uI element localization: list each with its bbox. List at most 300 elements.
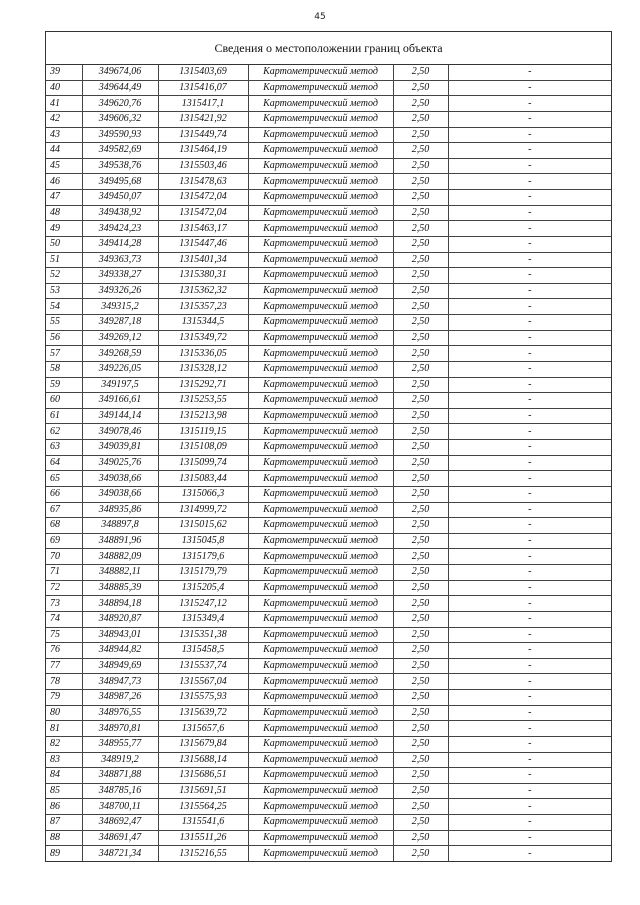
cell-accuracy: 2,50 <box>393 627 448 643</box>
cell-coord-x: 349038,66 <box>82 486 158 502</box>
cell-accuracy: 2,50 <box>393 674 448 690</box>
cell-note: - <box>448 658 611 674</box>
cell-method: Картометрический метод <box>248 768 393 784</box>
cell-note: - <box>448 736 611 752</box>
cell-coord-x: 349226,05 <box>82 361 158 377</box>
cell-point-number: 84 <box>46 768 82 784</box>
cell-note: - <box>448 96 611 112</box>
cell-method: Картометрический метод <box>248 361 393 377</box>
cell-point-number: 76 <box>46 643 82 659</box>
cell-coord-y: 1315403,69 <box>158 65 248 80</box>
cell-accuracy: 2,50 <box>393 236 448 252</box>
cell-point-number: 53 <box>46 283 82 299</box>
cell-point-number: 72 <box>46 580 82 596</box>
cell-coord-x: 348976,55 <box>82 705 158 721</box>
cell-method: Картометрический метод <box>248 440 393 456</box>
cell-method: Картометрический метод <box>248 580 393 596</box>
cell-note: - <box>448 596 611 612</box>
table-row <box>46 502 611 518</box>
cell-point-number: 43 <box>46 127 82 143</box>
coordinates-table <box>46 65 611 861</box>
cell-method: Картометрический метод <box>248 455 393 471</box>
cell-coord-x: 348871,88 <box>82 768 158 784</box>
cell-coord-y: 1315691,51 <box>158 783 248 799</box>
table-row <box>46 80 611 96</box>
cell-coord-y: 1315362,32 <box>158 283 248 299</box>
cell-point-number: 42 <box>46 111 82 127</box>
cell-accuracy: 2,50 <box>393 783 448 799</box>
cell-accuracy: 2,50 <box>393 658 448 674</box>
cell-method: Картометрический метод <box>248 424 393 440</box>
cell-point-number: 73 <box>46 596 82 612</box>
cell-point-number: 46 <box>46 174 82 190</box>
cell-note: - <box>448 830 611 846</box>
cell-method: Картометрический метод <box>248 190 393 206</box>
cell-point-number: 57 <box>46 346 82 362</box>
cell-method: Картометрический метод <box>248 830 393 846</box>
cell-note: - <box>448 158 611 174</box>
table-row <box>46 580 611 596</box>
cell-accuracy: 2,50 <box>393 549 448 565</box>
cell-accuracy: 2,50 <box>393 502 448 518</box>
cell-accuracy: 2,50 <box>393 518 448 534</box>
cell-coord-x: 348721,34 <box>82 846 158 861</box>
cell-coord-y: 1315253,55 <box>158 393 248 409</box>
table-row <box>46 65 611 80</box>
cell-coord-y: 1315066,3 <box>158 486 248 502</box>
cell-accuracy: 2,50 <box>393 143 448 159</box>
boundary-table <box>45 31 612 862</box>
cell-method: Картометрический метод <box>248 174 393 190</box>
cell-coord-y: 1315472,04 <box>158 190 248 206</box>
cell-note: - <box>448 752 611 768</box>
table-row <box>46 643 611 659</box>
cell-method: Картометрический метод <box>248 143 393 159</box>
cell-accuracy: 2,50 <box>393 127 448 143</box>
cell-coord-x: 349606,32 <box>82 111 158 127</box>
table-row <box>46 440 611 456</box>
cell-coord-x: 348785,16 <box>82 783 158 799</box>
table-row <box>46 315 611 331</box>
cell-method: Картометрический метод <box>248 518 393 534</box>
cell-accuracy: 2,50 <box>393 221 448 237</box>
cell-coord-y: 1315472,04 <box>158 205 248 221</box>
table-row <box>46 611 611 627</box>
cell-point-number: 69 <box>46 533 82 549</box>
cell-method: Картометрический метод <box>248 799 393 815</box>
cell-note: - <box>448 111 611 127</box>
cell-coord-x: 349287,18 <box>82 315 158 331</box>
cell-point-number: 66 <box>46 486 82 502</box>
cell-coord-x: 349166,61 <box>82 393 158 409</box>
cell-point-number: 39 <box>46 65 82 80</box>
cell-accuracy: 2,50 <box>393 611 448 627</box>
cell-note: - <box>448 486 611 502</box>
table-row <box>46 96 611 112</box>
cell-accuracy: 2,50 <box>393 408 448 424</box>
cell-coord-y: 1315541,6 <box>158 815 248 831</box>
table-row <box>46 205 611 221</box>
cell-point-number: 71 <box>46 565 82 581</box>
cell-accuracy: 2,50 <box>393 158 448 174</box>
cell-method: Картометрический метод <box>248 471 393 487</box>
cell-method: Картометрический метод <box>248 346 393 362</box>
cell-coord-x: 349644,49 <box>82 80 158 96</box>
cell-accuracy: 2,50 <box>393 440 448 456</box>
cell-coord-y: 1315099,74 <box>158 455 248 471</box>
cell-coord-x: 349424,23 <box>82 221 158 237</box>
cell-accuracy: 2,50 <box>393 486 448 502</box>
cell-point-number: 65 <box>46 471 82 487</box>
cell-coord-y: 1315686,51 <box>158 768 248 784</box>
cell-note: - <box>448 236 611 252</box>
cell-method: Картометрический метод <box>248 268 393 284</box>
cell-point-number: 86 <box>46 799 82 815</box>
cell-note: - <box>448 518 611 534</box>
cell-coord-x: 348955,77 <box>82 736 158 752</box>
cell-accuracy: 2,50 <box>393 377 448 393</box>
cell-method: Картометрический метод <box>248 627 393 643</box>
cell-method: Картометрический метод <box>248 408 393 424</box>
cell-coord-x: 349450,07 <box>82 190 158 206</box>
table-row <box>46 377 611 393</box>
cell-coord-y: 1315336,05 <box>158 346 248 362</box>
cell-coord-x: 348885,39 <box>82 580 158 596</box>
table-row <box>46 330 611 346</box>
table-row <box>46 736 611 752</box>
cell-coord-x: 348935,86 <box>82 502 158 518</box>
cell-accuracy: 2,50 <box>393 565 448 581</box>
cell-coord-y: 1315380,31 <box>158 268 248 284</box>
table-row <box>46 471 611 487</box>
cell-method: Картометрический метод <box>248 690 393 706</box>
table-row <box>46 518 611 534</box>
cell-accuracy: 2,50 <box>393 455 448 471</box>
table-row <box>46 283 611 299</box>
cell-coord-x: 348919,2 <box>82 752 158 768</box>
cell-accuracy: 2,50 <box>393 174 448 190</box>
cell-note: - <box>448 815 611 831</box>
cell-method: Картометрический метод <box>248 330 393 346</box>
cell-coord-y: 1315417,1 <box>158 96 248 112</box>
cell-note: - <box>448 346 611 362</box>
cell-point-number: 45 <box>46 158 82 174</box>
cell-note: - <box>448 221 611 237</box>
cell-method: Картометрический метод <box>248 205 393 221</box>
cell-method: Картометрический метод <box>248 502 393 518</box>
cell-note: - <box>448 690 611 706</box>
cell-note: - <box>448 768 611 784</box>
cell-coord-y: 1315349,72 <box>158 330 248 346</box>
cell-accuracy: 2,50 <box>393 268 448 284</box>
cell-method: Картометрический метод <box>248 658 393 674</box>
table-row <box>46 783 611 799</box>
cell-coord-y: 1315045,8 <box>158 533 248 549</box>
cell-coord-y: 1315449,74 <box>158 127 248 143</box>
cell-method: Картометрический метод <box>248 65 393 80</box>
cell-note: - <box>448 643 611 659</box>
cell-accuracy: 2,50 <box>393 799 448 815</box>
cell-coord-x: 348987,26 <box>82 690 158 706</box>
cell-accuracy: 2,50 <box>393 190 448 206</box>
cell-accuracy: 2,50 <box>393 643 448 659</box>
cell-note: - <box>448 65 611 80</box>
cell-method: Картометрический метод <box>248 643 393 659</box>
cell-method: Картометрический метод <box>248 736 393 752</box>
cell-point-number: 85 <box>46 783 82 799</box>
cell-method: Картометрический метод <box>248 236 393 252</box>
cell-method: Картометрический метод <box>248 96 393 112</box>
cell-point-number: 44 <box>46 143 82 159</box>
table-row <box>46 658 611 674</box>
cell-coord-y: 1315401,34 <box>158 252 248 268</box>
table-row <box>46 596 611 612</box>
cell-coord-x: 349038,66 <box>82 471 158 487</box>
cell-accuracy: 2,50 <box>393 690 448 706</box>
cell-coord-x: 349039,81 <box>82 440 158 456</box>
table-row <box>46 361 611 377</box>
cell-point-number: 78 <box>46 674 82 690</box>
cell-method: Картометрический метод <box>248 815 393 831</box>
cell-point-number: 60 <box>46 393 82 409</box>
cell-coord-x: 349326,26 <box>82 283 158 299</box>
cell-coord-x: 349538,76 <box>82 158 158 174</box>
cell-point-number: 80 <box>46 705 82 721</box>
cell-point-number: 55 <box>46 315 82 331</box>
cell-method: Картометрический метод <box>248 565 393 581</box>
cell-accuracy: 2,50 <box>393 252 448 268</box>
cell-method: Картометрический метод <box>248 221 393 237</box>
cell-accuracy: 2,50 <box>393 580 448 596</box>
cell-coord-x: 348949,69 <box>82 658 158 674</box>
cell-note: - <box>448 408 611 424</box>
cell-accuracy: 2,50 <box>393 283 448 299</box>
cell-point-number: 50 <box>46 236 82 252</box>
table-row <box>46 393 611 409</box>
cell-coord-y: 1315119,15 <box>158 424 248 440</box>
cell-note: - <box>448 533 611 549</box>
cell-note: - <box>448 377 611 393</box>
cell-coord-x: 348882,09 <box>82 549 158 565</box>
cell-note: - <box>448 205 611 221</box>
cell-method: Картометрический метод <box>248 315 393 331</box>
cell-coord-x: 349582,69 <box>82 143 158 159</box>
cell-method: Картометрический метод <box>248 596 393 612</box>
cell-method: Картометрический метод <box>248 377 393 393</box>
cell-note: - <box>448 471 611 487</box>
table-row <box>46 268 611 284</box>
cell-point-number: 47 <box>46 190 82 206</box>
cell-coord-x: 349315,2 <box>82 299 158 315</box>
table-row <box>46 299 611 315</box>
cell-note: - <box>448 80 611 96</box>
cell-point-number: 56 <box>46 330 82 346</box>
cell-note: - <box>448 424 611 440</box>
cell-point-number: 48 <box>46 205 82 221</box>
cell-method: Картометрический метод <box>248 721 393 737</box>
cell-coord-y: 1315639,72 <box>158 705 248 721</box>
cell-note: - <box>448 674 611 690</box>
cell-coord-y: 1315179,79 <box>158 565 248 581</box>
cell-accuracy: 2,50 <box>393 705 448 721</box>
cell-coord-x: 349620,76 <box>82 96 158 112</box>
cell-coord-x: 349268,59 <box>82 346 158 362</box>
cell-coord-x: 348882,11 <box>82 565 158 581</box>
table-row <box>46 815 611 831</box>
cell-coord-x: 349078,46 <box>82 424 158 440</box>
cell-note: - <box>448 627 611 643</box>
cell-method: Картометрический метод <box>248 80 393 96</box>
cell-note: - <box>448 143 611 159</box>
cell-coord-x: 349414,28 <box>82 236 158 252</box>
cell-accuracy: 2,50 <box>393 830 448 846</box>
cell-coord-y: 1315349,4 <box>158 611 248 627</box>
cell-note: - <box>528 847 532 859</box>
cell-coord-y: 1315478,63 <box>158 174 248 190</box>
cell-note: - <box>448 174 611 190</box>
cell-point-number: 79 <box>46 690 82 706</box>
cell-coord-y: 1315458,5 <box>158 643 248 659</box>
cell-note: - <box>448 580 611 596</box>
cell-point-number: 88 <box>46 830 82 846</box>
cell-coord-y: 1315575,93 <box>158 690 248 706</box>
cell-point-number: 64 <box>46 455 82 471</box>
cell-note: - <box>448 783 611 799</box>
cell-note: - <box>448 705 611 721</box>
table-row <box>46 627 611 643</box>
cell-coord-y: 1315463,17 <box>158 221 248 237</box>
cell-coord-y: 1315416,07 <box>158 80 248 96</box>
table-row <box>46 799 611 815</box>
table-row <box>46 768 611 784</box>
cell-accuracy: 2,50 <box>393 768 448 784</box>
cell-coord-y: 1315657,6 <box>158 721 248 737</box>
cell-coord-x: 349144,14 <box>82 408 158 424</box>
table-row <box>46 705 611 721</box>
table-row <box>46 190 611 206</box>
cell-coord-y: 1315216,55 <box>158 846 248 861</box>
cell-point-number: 59 <box>46 377 82 393</box>
table-row <box>46 408 611 424</box>
cell-coord-x: 348943,01 <box>82 627 158 643</box>
cell-point-number: 52 <box>46 268 82 284</box>
cell-method: Картометрический метод <box>248 111 393 127</box>
table-row <box>46 690 611 706</box>
cell-note: - <box>448 565 611 581</box>
cell-note: - <box>448 549 611 565</box>
cell-coord-y: 1315537,74 <box>158 658 248 674</box>
cell-method: Картометрический метод <box>248 252 393 268</box>
cell-method: Картометрический метод <box>248 158 393 174</box>
cell-accuracy: 2,50 <box>393 471 448 487</box>
cell-note: - <box>448 502 611 518</box>
cell-note: - <box>448 127 611 143</box>
cell-point-number: 54 <box>46 299 82 315</box>
cell-point-number: 67 <box>46 502 82 518</box>
cell-coord-x: 349438,92 <box>82 205 158 221</box>
cell-note: - <box>448 330 611 346</box>
cell-point-number: 81 <box>46 721 82 737</box>
cell-coord-y: 1315205,4 <box>158 580 248 596</box>
table-row <box>46 674 611 690</box>
table-row <box>46 236 611 252</box>
cell-point-number: 83 <box>46 752 82 768</box>
cell-note: - <box>448 440 611 456</box>
table-row <box>46 721 611 737</box>
cell-accuracy: 2,50 <box>393 424 448 440</box>
cell-point-number: 74 <box>46 611 82 627</box>
cell-coord-y: 1315511,26 <box>158 830 248 846</box>
cell-coord-y: 1315503,46 <box>158 158 248 174</box>
cell-coord-x: 349495,68 <box>82 174 158 190</box>
cell-coord-x: 349363,73 <box>82 252 158 268</box>
cell-coord-y: 1315108,09 <box>158 440 248 456</box>
cell-coord-y: 1315421,92 <box>158 111 248 127</box>
table-row <box>46 533 611 549</box>
cell-coord-y: 1315179,6 <box>158 549 248 565</box>
cell-method: Картометрический метод <box>248 549 393 565</box>
cell-method: Картометрический метод <box>248 127 393 143</box>
table-row <box>46 143 611 159</box>
table-row <box>46 565 611 581</box>
cell-method: Картометрический метод <box>248 846 393 861</box>
cell-coord-x: 348970,81 <box>82 721 158 737</box>
cell-coord-y: 1315328,12 <box>158 361 248 377</box>
cell-coord-x: 349197,5 <box>82 377 158 393</box>
cell-coord-x: 348944,82 <box>82 643 158 659</box>
cell-point-number: 61 <box>46 408 82 424</box>
cell-accuracy: 2,50 <box>393 393 448 409</box>
cell-coord-x: 348897,8 <box>82 518 158 534</box>
cell-accuracy: 2,50 <box>393 815 448 831</box>
table-row <box>46 158 611 174</box>
cell-point-number: 49 <box>46 221 82 237</box>
cell-note: - <box>448 252 611 268</box>
cell-method: Картометрический метод <box>248 611 393 627</box>
cell-accuracy: 2,50 <box>393 80 448 96</box>
cell-accuracy: 2,50 <box>393 752 448 768</box>
cell-accuracy: 2,50 <box>393 721 448 737</box>
cell-coord-x: 349025,76 <box>82 455 158 471</box>
cell-coord-y: 1315564,25 <box>158 799 248 815</box>
cell-point-number: 77 <box>46 658 82 674</box>
cell-coord-x: 349674,06 <box>82 65 158 80</box>
cell-method: Картометрический метод <box>248 283 393 299</box>
cell-note: - <box>448 361 611 377</box>
cell-method: Картометрический метод <box>248 486 393 502</box>
cell-note: - <box>448 393 611 409</box>
cell-coord-x: 348891,96 <box>82 533 158 549</box>
cell-accuracy: 2,50 <box>393 736 448 752</box>
cell-note: - <box>448 799 611 815</box>
cell-accuracy: 2,50 <box>393 111 448 127</box>
cell-accuracy: 2,50 <box>393 533 448 549</box>
cell-method: Картометрический метод <box>248 299 393 315</box>
cell-method: Картометрический метод <box>248 705 393 721</box>
cell-coord-x: 348894,18 <box>82 596 158 612</box>
cell-point-number: 87 <box>46 815 82 831</box>
page-number: 45 <box>314 12 326 22</box>
cell-coord-y: 1315213,98 <box>158 408 248 424</box>
cell-coord-y: 1315567,04 <box>158 674 248 690</box>
table-row <box>46 111 611 127</box>
cell-coord-y: 1315292,71 <box>158 377 248 393</box>
cell-point-number: 40 <box>46 80 82 96</box>
cell-point-number: 75 <box>46 627 82 643</box>
cell-coord-y: 1315344,5 <box>158 315 248 331</box>
cell-point-number: 51 <box>46 252 82 268</box>
cell-point-number: 41 <box>46 96 82 112</box>
